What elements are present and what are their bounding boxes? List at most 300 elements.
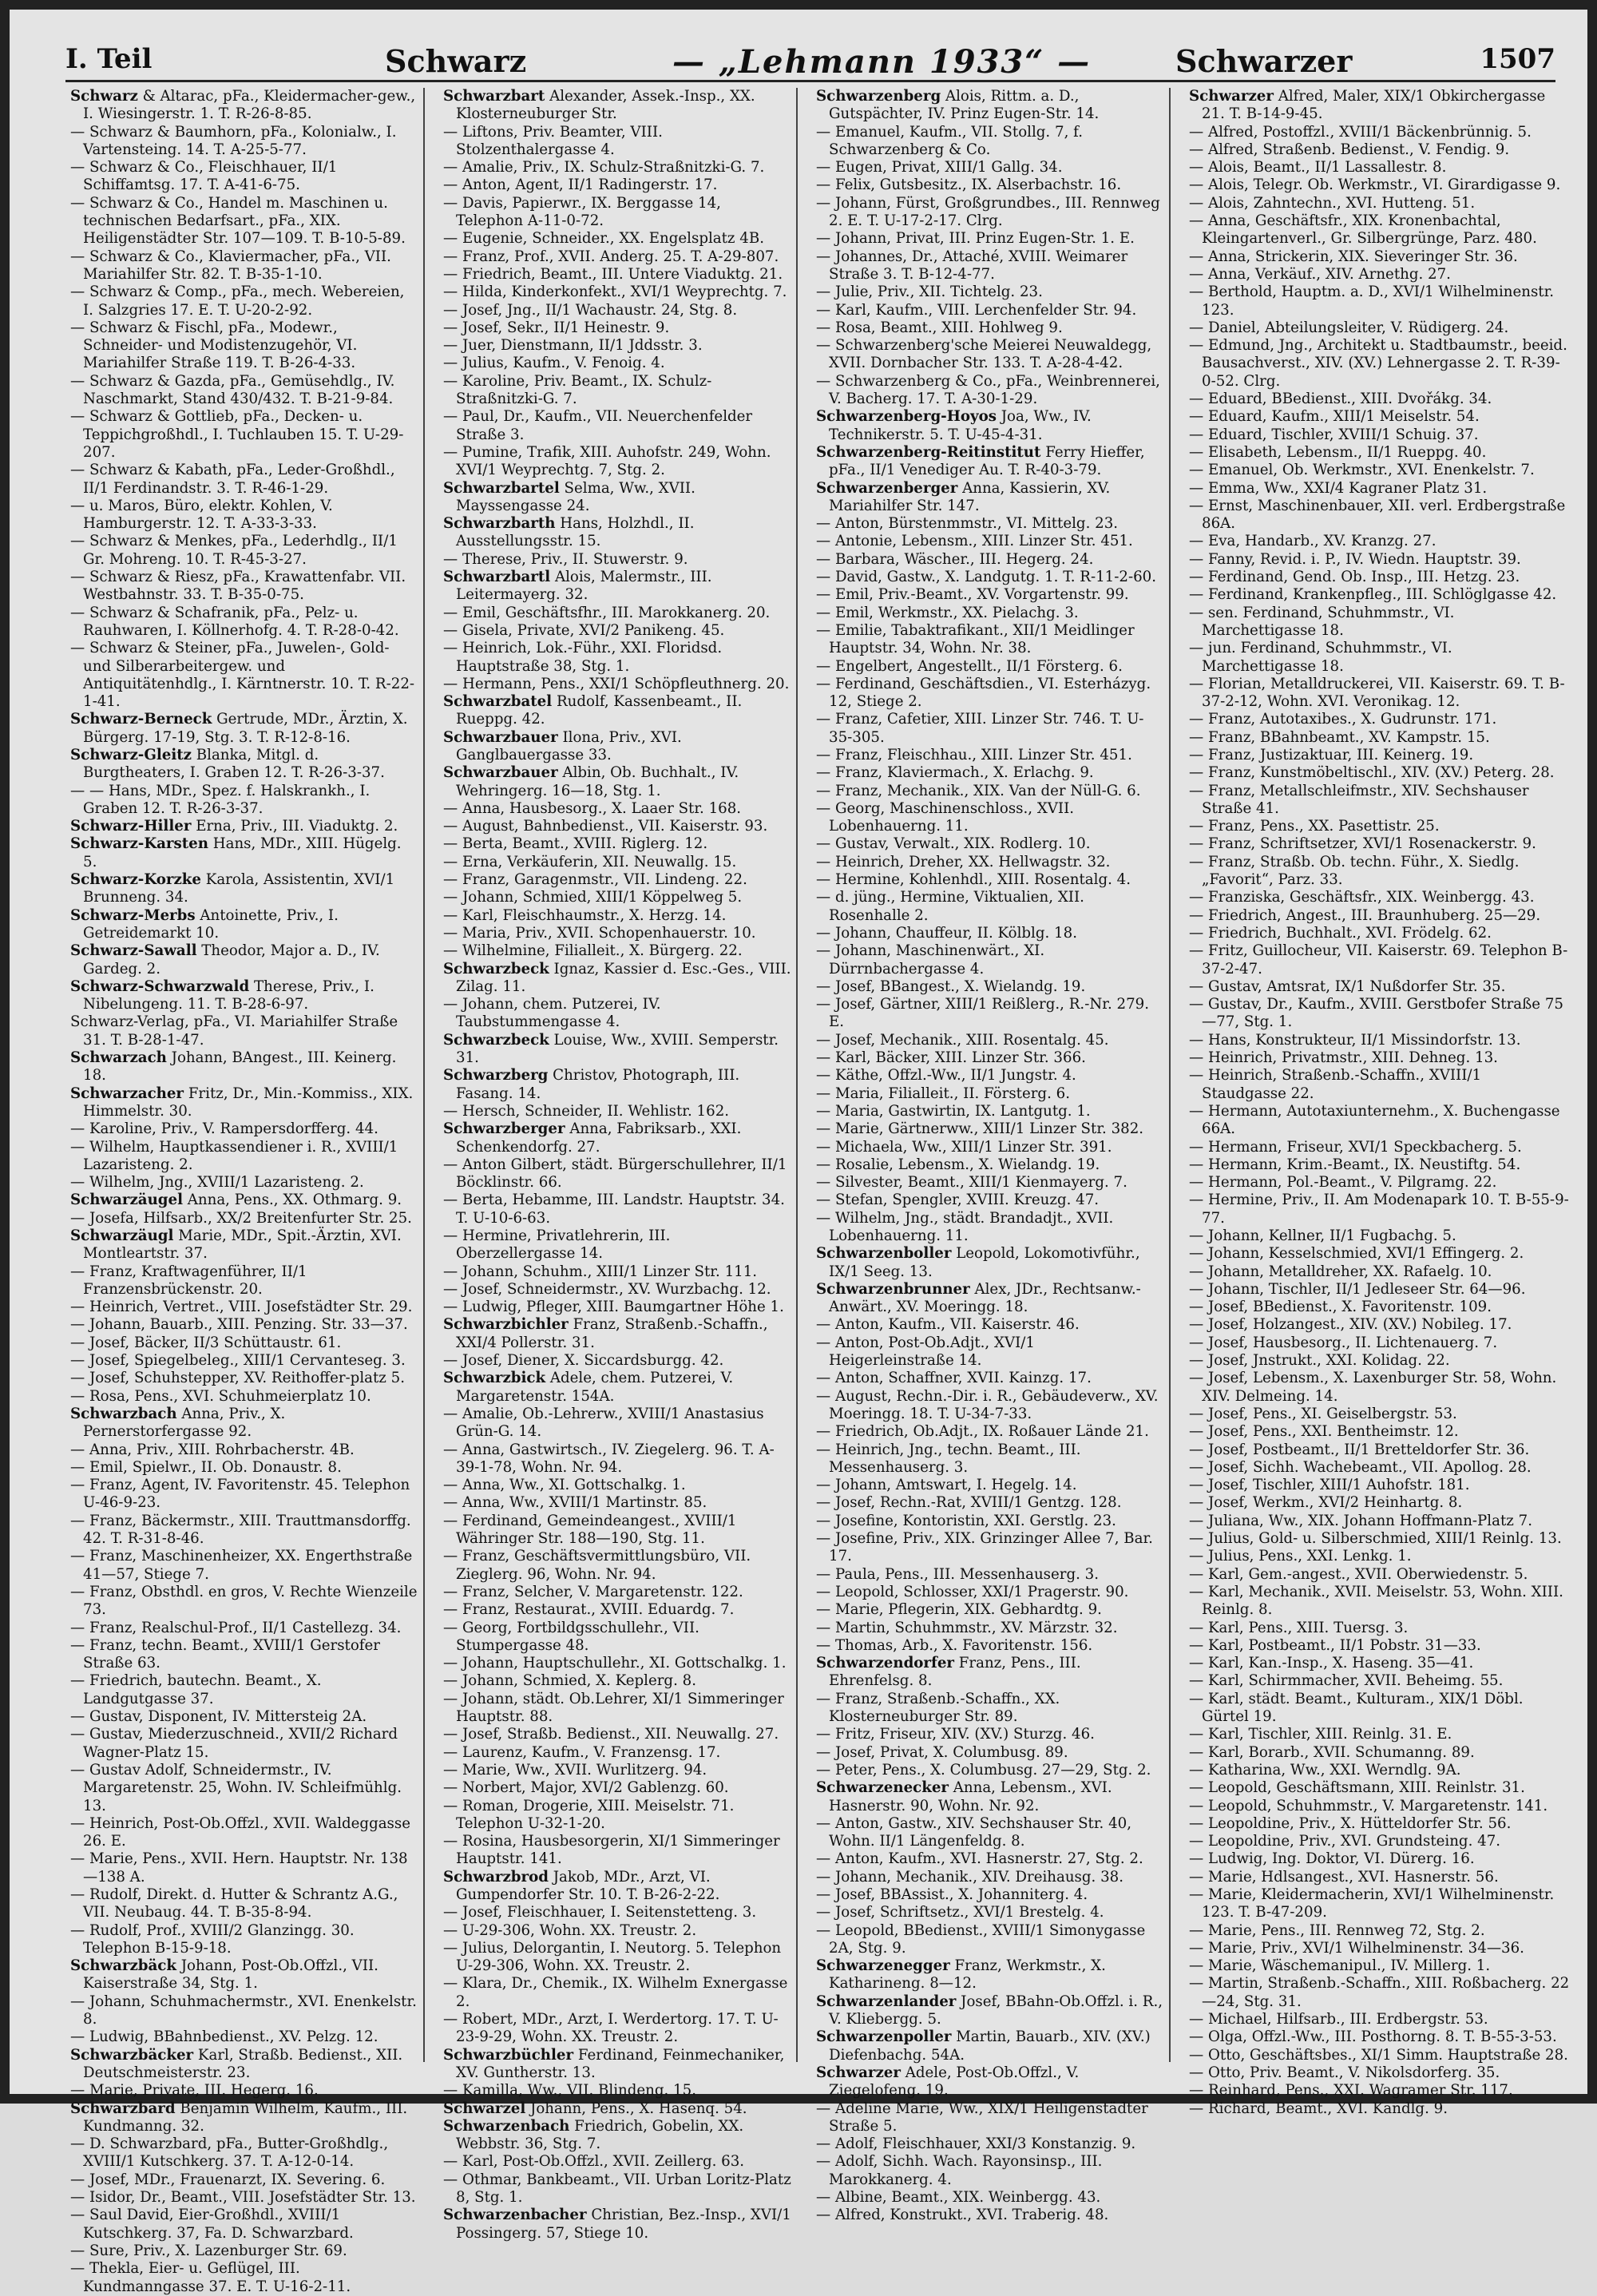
directory-entry: — Kamilla, Ww., VII. Blindeng. 15. xyxy=(443,2082,696,2100)
directory-entry: — Franz, Restaurat., XVIII. Eduardg. 7. xyxy=(443,1601,735,1619)
directory-entry: — Robert, MDr., Arzt, I. Werdertorg. 17. T. U-23-9-29, Wohn. XX. Treustr. 2. xyxy=(443,2011,779,2046)
directory-entry: — Schwarz & Fischl, pFa., Modewr., Schneider- und Modistenzugehör, VI. Mariahilfer Straße 119. T. B-26-4-33. xyxy=(70,319,358,372)
directory-entry: Schwarzel Johann, Pens., X. Hasenq. 54. xyxy=(443,2100,747,2117)
directory-entry: — — Hans, MDr., Spez. f. Halskrankh., I. Graben 12. T. R-26-3-37. xyxy=(70,782,371,817)
directory-entry: — Otto, Priv. Beamt., V. Nikolsdorferg. 35. xyxy=(1189,2064,1500,2081)
directory-entry: — Anton, Post-Ob.Adjt., XVI/1 Heigerleinstraße 14. xyxy=(816,1334,1035,1370)
directory-entry: — Franz, Agent, IV. Favoritenstr. 45. Telephon U-46-9-23. xyxy=(70,1477,410,1512)
directory-entry: — Hermine, Kohlenhdl., XIII. Rosentalg. 4. xyxy=(816,871,1131,889)
directory-entry: Schwarz-Merbs Antoinette, Priv., I. Getreidemarkt 10. xyxy=(70,906,339,942)
directory-entry: — Stefan, Spengler, XVIII. Kreuzg. 47. xyxy=(816,1192,1100,1209)
directory-entry: — Alois, Zahntechn., XVI. Hutteng. 51. xyxy=(1189,194,1476,212)
directory-entry: — August, Bahnbedienst., VII. Kaiserstr. 93. xyxy=(443,818,768,835)
directory-entry: — Johann, Maschinenwärt., XI. Dürrnbachergasse 4. xyxy=(816,942,1045,977)
directory-entry: — Isidor, Dr., Beamt., VIII. Josefstädter Str. 13. xyxy=(70,2189,416,2207)
directory-entry: — Julius, Pens., XXI. Lenkg. 1. xyxy=(1189,1548,1412,1565)
directory-entry: — Johann, Fürst, Großgrundbes., III. Rennweg 2. E. T. U-17-2-17. Clrg. xyxy=(816,194,1160,230)
directory-entry: — Schwarz & Co., Handel m. Maschinen u. technischen Bedarfsart., pFa., XIX. Heiligenstädter Str. 107—109. T. B-10-5-89. xyxy=(70,194,406,248)
directory-entry: — Wilhelm, Hauptkassendiener i. R., XVIII/1 Lazaristeng. 2. xyxy=(70,1138,398,1173)
directory-entry: — Juer, Dienstmann, II/1 Jddsstr. 3. xyxy=(443,337,703,355)
directory-entry: — Anton, Agent, II/1 Radingerstr. 17. xyxy=(443,176,718,194)
directory-entry: Schwarzenbrunner Alex, JDr., Rechtsanw.-Anwärt., XV. Moeringg. 18. xyxy=(816,1280,1141,1316)
directory-entry: Schwarzbauer Albin, Ob. Buchhalt., IV. Wehringerg. 16—18, Stg. 1. xyxy=(443,764,739,799)
directory-entry: — Franz, techn. Beamt., XVIII/1 Gerstofer Straße 63. xyxy=(70,1636,380,1672)
directory-entry: Schwarzenberg Alois, Rittm. a. D., Gutspächter, IV. Prinz Eugen-Str. 14. xyxy=(816,88,1100,123)
directory-entry: — Friedrich, Ob.Adjt., IX. Roßauer Lände 21. xyxy=(816,1423,1149,1441)
directory-entry: — D. Schwarzbard, pFa., Butter-Großhdlg., XVIII/1 Kutschkerg. 37. T. A-12-0-14. xyxy=(70,2135,389,2171)
directory-entry: — Hilda, Kinderkonfekt., XVI/1 Weyprechtg. 7. xyxy=(443,284,787,301)
directory-entry: — Liftons, Priv. Beamter, VIII. Stolzenthalergasse 4. xyxy=(443,123,663,158)
directory-entry: — Julius, Delorgantin, I. Neutorg. 5. Telephon U-29-306, Wohn. XX. Treustr. 2. xyxy=(443,1939,782,1975)
directory-title: — „Lehmann 1933“ — xyxy=(672,43,1092,81)
directory-entry: Schwarzbach Anna, Priv., X. Pernerstorfergasse 92. xyxy=(70,1405,286,1441)
directory-entry: — Anton, Schaffner, XVII. Kainzg. 17. xyxy=(816,1370,1092,1387)
directory-entry: — Franz, Mechanik., XIX. Van der Nüll-G. 6. xyxy=(816,782,1141,799)
directory-entry: — Johann, Mechanik., XIV. Dreihausg. 38. xyxy=(816,1868,1124,1886)
directory-entry: — Marie, Hdlsangest., XVI. Hasnerstr. 56. xyxy=(1189,1868,1499,1886)
directory-entry: — Johann, Metalldreher, XX. Rafaelg. 10. xyxy=(1189,1263,1492,1280)
directory-entry: — Schwarz & Gazda, pFa., Gemüsehdlg., IV. Naschmarkt, Stand 430/432. T. B-21-9-84. xyxy=(70,372,395,408)
directory-entry: — Josef, Privat, X. Columbusg. 89. xyxy=(816,1743,1068,1761)
directory-entry: — Fritz, Guillocheur, VII. Kaiserstr. 69. Telephon B-37-2-47. xyxy=(1189,942,1568,977)
directory-entry: Schwarz-Hiller Erna, Priv., III. Viaduktg. 2. xyxy=(70,818,398,835)
directory-entry: — Saul David, Eier-Großhdl., XVIII/1 Kutschkerg. 37, Fa. D. Schwarzbard. xyxy=(70,2207,354,2242)
directory-entry: — Maria, Gastwirtin, IX. Lantgutg. 1. xyxy=(816,1102,1091,1120)
directory-entry: Schwarzberger Anna, Fabriksarb., XXI. Schenkendorfg. 27. xyxy=(443,1120,742,1156)
directory-entry: — Josef, Rechn.-Rat, XVIII/1 Gentzg. 128. xyxy=(816,1494,1122,1512)
directory-entry: — Johann, Tischler, II/1 Jedleseer Str. 64—96. xyxy=(1189,1280,1526,1298)
directory-entry: — Albine, Beamt., XIX. Weinbergg. 43. xyxy=(816,2189,1101,2207)
directory-entry: — Schwarz & Menkes, pFa., Lederhdlg., II/1 Gr. Mohreng. 10. T. R-45-3-27. xyxy=(70,533,398,568)
directory-entry: — Johann, Privat, III. Prinz Eugen-Str. 1. E. xyxy=(816,230,1135,248)
directory-entry: — Leopold, Geschäftsmann, XIII. Reinlstr. 31. xyxy=(1189,1779,1525,1797)
directory-entry: — Eugenie, Schneider., XX. Engelsplatz 4B. xyxy=(443,230,765,248)
directory-entry: — Roman, Drogerie, XIII. Meiselstr. 71. Telephon U-32-1-20. xyxy=(443,1797,735,1832)
directory-entry: Schwarzenberg-Hoyos Joa, Ww., IV. Technikerstr. 5. T. U-45-4-31. xyxy=(816,408,1092,443)
directory-entry: Schwarzbard Benjamin Wilhelm, Kaufm., III. Kundmanng. 32. xyxy=(70,2100,408,2135)
directory-entry: — Josef, MDr., Frauenarzt, IX. Severing. 6. xyxy=(70,2171,386,2188)
directory-entry: — Gustav Adolf, Schneidermstr., IV. Margaretenstr. 25, Wohn. IV. Schleifmühlg. 13. xyxy=(70,1761,402,1814)
directory-entry: — Schwarz & Co., Fleischhauer, II/1 Schiffamtsg. 17. T. A-41-6-75. xyxy=(70,159,338,194)
directory-entry: — Schwarz & Riesz, pFa., Krawattenfabr. VII. Westbahnstr. 33. T. B-35-0-75. xyxy=(70,569,406,604)
directory-entry: Schwarzbeck Ignaz, Kassier d. Esc.-Ges., VIII. Zilag. 11. xyxy=(443,960,791,995)
directory-entry: — Hermann, Autotaxiunternehm., X. Buchengasse 66A. xyxy=(1189,1102,1560,1138)
directory-entry: — Othmar, Bankbeamt., VII. Urban Loritz-Platz 8, Stg. 1. xyxy=(443,2171,791,2207)
directory-entry: — Rosina, Hausbesorgerin, XI/1 Simmeringer Hauptstr. 141. xyxy=(443,1833,780,1868)
directory-entry: Schwarzer Alfred, Maler, XIX/1 Obkirchergasse 21. T. B-14-9-45. xyxy=(1189,88,1546,123)
entry-columns xyxy=(65,88,1570,2295)
directory-entry: — Franz, Kunstmöbeltischl., XIV. (XV.) Peterg. 28. xyxy=(1189,764,1555,782)
directory-entry: Schwarzbartel Selma, Ww., XVII. Mayssengasse 24. xyxy=(443,479,695,514)
directory-entry: Schwarzacher Fritz, Dr., Min.-Kommiss., XIX. Himmelstr. 30. xyxy=(70,1085,414,1120)
directory-entry: — Johann, Schuhmachermstr., XVI. Enenkelstr. 8. xyxy=(70,1993,417,2028)
directory-entry: — Hermine, Privatlehrerin, III. Oberzellergasse 14. xyxy=(443,1227,671,1263)
directory-entry: — Alfred, Straßenb. Bedienst., V. Fendig. 9. xyxy=(1189,141,1510,158)
directory-entry: — Rosalie, Lebensm., X. Wielandg. 19. xyxy=(816,1156,1100,1173)
directory-entry: — Schwarzenberg & Co., pFa., Weinbrennerei, V. Bacherg. 17. T. A-30-1-29. xyxy=(816,372,1160,408)
directory-entry: — Friedrich, Beamt., III. Untere Viaduktg. 21. xyxy=(443,265,783,283)
directory-entry: — Karl, Borarb., XVII. Schumanng. 89. xyxy=(1189,1743,1475,1761)
directory-entry: — Adolf, Sichh. Wach. Rayonsinsp., III. Marokkanerg. 4. xyxy=(816,2153,1103,2188)
directory-entry: — Richard, Beamt., XVI. Kandlg. 9. xyxy=(1189,2100,1448,2117)
directory-entry: — Emanuel, Kaufm., VII. Stollg. 7, f. Schwarzenberg & Co. xyxy=(816,123,1083,158)
directory-entry: — Alfred, Postoffzl., XVIII/1 Bäckenbrünnig. 5. xyxy=(1189,123,1532,141)
directory-entry: — Josef, Spiegelbeleg., XIII/1 Cervanteseg. 3. xyxy=(70,1352,406,1370)
directory-entry: — Emil, Spielwr., II. Ob. Donaustr. 8. xyxy=(70,1458,342,1476)
directory-entry: — Julius, Kaufm., V. Fenoig. 4. xyxy=(443,355,665,372)
directory-entry: — Josefa, Hilfsarb., XX/2 Breitenfurter Str. 25. xyxy=(70,1209,412,1227)
directory-entry: Schwarzbauer Ilona, Priv., XVI. Ganglbauergasse 33. xyxy=(443,728,682,763)
directory-entry: — Silvester, Beamt., XIII/1 Kienmayerg. 7. xyxy=(816,1174,1127,1192)
directory-entry: — Franz, Obsthdl. en gros, V. Rechte Wienzeile 73. xyxy=(70,1583,418,1619)
directory-entry: — Karl, Gem.-angest., XVII. Oberwiedenstr. 5. xyxy=(1189,1565,1528,1583)
directory-entry: — Josef, Bäcker, II/3 Schüttaustr. 61. xyxy=(70,1334,342,1351)
directory-entry: — Anna, Priv., XIII. Rohrbacherstr. 4B. xyxy=(70,1441,355,1458)
directory-entry: — Friedrich, Buchhalt., XVI. Frödelg. 62. xyxy=(1189,924,1492,942)
directory-entry: — Julie, Priv., XII. Tichtelg. 23. xyxy=(816,284,1043,301)
directory-entry: — Emilie, Tabaktrafikant., XII/1 Meidlinger Hauptstr. 34, Wohn. Nr. 38. xyxy=(816,621,1135,657)
directory-entry: — Josef, Diener, X. Siccardsburgg. 42. xyxy=(443,1352,724,1370)
directory-entry: — Anna, Geschäftsfr., XIX. Kronenbachtal, Kleingartenverl., Gr. Silbergrünge, Parz. 480. xyxy=(1189,212,1537,248)
directory-entry: — Josef, Lebensm., X. Laxenburger Str. 58, Wohn. XIV. Delmeing. 14. xyxy=(1189,1370,1557,1405)
directory-entry: — Emil, Werkmstr., XX. Pielachg. 3. xyxy=(816,604,1079,621)
directory-entry: — Josef, Jnstrukt., XXI. Kolidag. 22. xyxy=(1189,1352,1450,1370)
directory-entry: — Paul, Dr., Kaufm., VII. Neuerchenfelder Straße 3. xyxy=(443,408,753,443)
directory-entry: — Schwarzenberg'sche Meierei Neuwaldegg, XVII. Dornbacher Str. 133. T. A-28-4-42. xyxy=(816,337,1152,372)
directory-entry: — Josef, Schriftsetz., XVI/1 Brestelg. 4. xyxy=(816,1904,1104,1921)
directory-entry: Schwarzenbacher Christian, Bez.-Insp., XVI/1 Possingerg. 57, Stiege 10. xyxy=(443,2207,791,2242)
directory-entry: — sen. Ferdinand, Schuhmmstr., VI. Marchettigasse 18. xyxy=(1189,604,1455,639)
directory-entry: Schwarzberg Christov, Photograph, III. Fasang. 14. xyxy=(443,1067,740,1102)
directory-entry: — Anna, Strickerin, XIX. Sieveringer Str. 36. xyxy=(1189,248,1518,265)
directory-entry: Schwarzäugel Anna, Pens., XX. Othmarg. 9. xyxy=(70,1192,402,1209)
directory-entry: — Ludwig, Pfleger, XIII. Baumgartner Höhe 1. xyxy=(443,1299,784,1316)
directory-entry: — Ludwig, Ing. Doktor, VI. Dürerg. 16. xyxy=(1189,1850,1475,1868)
directory-entry: — Wilhelm, Jng., städt. Brandadjt., XVII. Lobenhauerng. 11. xyxy=(816,1209,1114,1244)
directory-entry: — Daniel, Abteilungsleiter, V. Rüdigerg. 24. xyxy=(1189,319,1509,336)
directory-entry: — Josef, Tischler, XIII/1 Auhofstr. 181. xyxy=(1189,1477,1470,1494)
directory-entry: — Anton Gilbert, städt. Bürgerschullehrer, II/1 Böcklinstr. 66. xyxy=(443,1156,787,1192)
column-2 xyxy=(438,88,798,2242)
directory-entry: — Franz, Straßenb.-Schaffn., XX. Klosterneuburger Str. 89. xyxy=(816,1690,1060,1726)
directory-entry: — Leopold, BBedienst., XVIII/1 Simonygasse 2A, Stg. 9. xyxy=(816,1921,1146,1957)
directory-entry: — Josef, Schuhstepper, XV. Reithoffer-platz 5. xyxy=(70,1370,406,1387)
directory-entry: — Josef, Jng., II/1 Wachaustr. 24, Stg. 8. xyxy=(443,301,738,319)
directory-entry: — Johann, Schmied, XIII/1 Köppelweg 5. xyxy=(443,889,743,906)
directory-entry: — Johann, Hauptschullehr., XI. Gottschalkg. 1. xyxy=(443,1655,787,1672)
directory-entry: Schwarzenberger Anna, Kassierin, XV. Mariahilfer Str. 147. xyxy=(816,479,1111,514)
directory-entry: — Otto, Geschäftsbes., XI/1 Simm. Hauptstraße 28. xyxy=(1189,2046,1568,2064)
column-1 xyxy=(65,88,425,2295)
directory-entry: — Franz, Selcher, V. Margaretenstr. 122. xyxy=(443,1583,743,1600)
directory-entry: Schwarzach Johann, BAngest., III. Keinerg. 18. xyxy=(70,1049,397,1085)
directory-entry: — Gustav, Dr., Kaufm., XVIII. Gerstbofer Straße 75—77, Stg. 1. xyxy=(1189,996,1563,1031)
directory-entry: — Franz, Justizaktuar, III. Keinerg. 19. xyxy=(1189,746,1474,763)
directory-entry: — Franz, Geschäftsvermittlungsbüro, VII. Zieglerg. 96, Wohn. Nr. 94. xyxy=(443,1548,751,1583)
directory-entry: Schwarz-Schwarzwald Therese, Priv., I. Nibelungeng. 11. T. B-28-6-97. xyxy=(70,977,374,1013)
directory-entry: — Karl, Post-Ob.Offzl., XVII. Zeillerg. 63. xyxy=(443,2153,745,2171)
directory-entry: — Josef, BBedienst., X. Favoritenstr. 109. xyxy=(1189,1299,1492,1316)
directory-entry: — Johann, Schmied, X. Keplerg. 8. xyxy=(443,1672,696,1690)
directory-entry: — Marie, Pflegerin, XIX. Gebhardtg. 9. xyxy=(816,1601,1102,1619)
directory-entry: — Marie, Pens., III. Rennweg 72, Stg. 2. xyxy=(1189,1921,1485,1939)
directory-entry: — Gustav, Disponent, IV. Mittersteig 2A. xyxy=(70,1708,367,1726)
directory-entry: — Franz, Schriftsetzer, XVI/1 Rosenackerstr. 9. xyxy=(1189,835,1536,853)
directory-entry: — Therese, Priv., II. Stuwerstr. 9. xyxy=(443,550,688,568)
directory-entry: — Franz, Bäckermstr., XIII. Trauttmansdorffg. 42. T. R-31-8-46. xyxy=(70,1512,411,1548)
directory-entry: — Rudolf, Direkt. d. Hutter & Schrantz A.G., VII. Neubaug. 44. T. B-35-8-94. xyxy=(70,1886,398,1921)
directory-entry: — Alois, Beamt., II/1 Lassallestr. 8. xyxy=(1189,159,1447,176)
directory-entry: — Franz, Maschinenheizer, XX. Engerthstraße 41—57, Stiege 7. xyxy=(70,1548,413,1583)
directory-entry: — Norbert, Major, XVI/2 Gablenzg. 60. xyxy=(443,1779,729,1797)
directory-entry: — Hersch, Schneider, II. Wehlistr. 162. xyxy=(443,1102,730,1120)
directory-entry: Schwarz-Berneck Gertrude, MDr., Ärztin, X. Bürgerg. 17-19, Stg. 3. T. R-12-8-16. xyxy=(70,711,408,746)
directory-entry: — Josef, BBAssist., X. Johanniterg. 4. xyxy=(816,1886,1088,1903)
directory-entry: — Josef, Pens., XXI. Bentheimstr. 12. xyxy=(1189,1423,1459,1441)
directory-entry: — Fritz, Friseur, XIV. (XV.) Sturzg. 46. xyxy=(816,1726,1095,1743)
directory-entry: — Karoline, Priv., V. Rampersdorfferg. 44. xyxy=(70,1120,378,1138)
directory-entry: — Pumine, Trafik, XIII. Auhofstr. 249, Wohn. XVI/1 Weyprechtg. 7, Stg. 2. xyxy=(443,443,771,479)
directory-entry: — Heinrich, Jng., techn. Beamt., III. Messenhauserg. 3. xyxy=(816,1441,1081,1476)
directory-entry: — Hermann, Friseur, XVI/1 Speckbacherg. 5. xyxy=(1189,1138,1522,1156)
directory-entry: — U-29-306, Wohn. XX. Treustr. 2. xyxy=(443,1921,697,1939)
directory-entry: — Johannes, Dr., Attaché, XVIII. Weimarer Straße 3. T. B-12-4-77. xyxy=(816,248,1128,283)
directory-entry: — Reinhard, Pens., XXI. Wagramer Str. 117. xyxy=(1189,2082,1513,2100)
directory-entry: — Franz, Garagenmstr., VII. Lindeng. 22. xyxy=(443,871,747,889)
directory-entry: — Franz, Fleischhau., XIII. Linzer Str. 451. xyxy=(816,746,1132,763)
directory-entry: Schwarzenecker Anna, Lebensm., XVI. Hasnerstr. 90, Wohn. Nr. 92. xyxy=(816,1779,1112,1814)
directory-entry: — Amalie, Priv., IX. Schulz-Straßnitzki-G. 7. xyxy=(443,159,765,176)
directory-entry: — Josef, Sekr., II/1 Heinestr. 9. xyxy=(443,319,670,336)
directory-entry: — Elisabeth, Lebensm., II/1 Rueppg. 40. xyxy=(1189,443,1487,461)
directory-entry: — Josef, Werkm., XVI/2 Heinhartg. 8. xyxy=(1189,1494,1463,1512)
directory-entry: — Marie, Pens., XVII. Hern. Hauptstr. Nr. 138—138 A. xyxy=(70,1850,408,1886)
directory-entry: Schwarzbrod Jakob, MDr., Arzt, VI. Gumpendorfer Str. 10. T. B-26-2-22. xyxy=(443,1868,720,1903)
directory-entry: — Josef, Fleischhauer, I. Seitenstetteng. 3. xyxy=(443,1904,757,1921)
directory-entry: — Franz, Pens., XX. Pasettistr. 25. xyxy=(1189,818,1440,835)
directory-entry: — Amalie, Ob.-Lehrerw., XVIII/1 Anastasius Grün-G. 14. xyxy=(443,1405,764,1441)
directory-entry: — Antonie, Lebensm., XIII. Linzer Str. 451. xyxy=(816,533,1133,550)
directory-entry: — Franz, Autotaxibes., X. Gudrunstr. 171. xyxy=(1189,711,1497,728)
directory-entry: — Johann, Chauffeur, II. Kölblg. 18. xyxy=(816,924,1077,942)
directory-entry: Schwarzbartl Alois, Malermstr., III. Leitermayerg. 32. xyxy=(443,569,712,604)
directory-entry: — Ferdinand, Gend. Ob. Insp., III. Hetzg. 23. xyxy=(1189,569,1520,586)
directory-entry: — Marie, Kleidermacherin, XVI/1 Wilhelminenstr. 123. T. B-47-209. xyxy=(1189,1886,1555,1921)
directory-entry: — Josef, Pens., XI. Geiselbergstr. 53. xyxy=(1189,1405,1457,1422)
directory-entry: — Schwarz & Comp., pFa., mech. Webereien, I. Salzgries 17. E. T. U-20-2-92. xyxy=(70,284,405,319)
directory-entry: Schwarzbeck Louise, Ww., XVIII. Semperstr. 31. xyxy=(443,1031,779,1067)
directory-entry: — Josefine, Kontoristin, XXI. Gerstlg. 23. xyxy=(816,1512,1116,1529)
directory-entry: — Martin, Schuhmmstr., XV. Märzstr. 32. xyxy=(816,1619,1118,1636)
directory-entry: — Anton, Bürstenmmstr., VI. Mittelg. 23. xyxy=(816,515,1119,533)
directory-entry: Schwarzenboller Leopold, Lokomotivführ., IX/1 Seeg. 13. xyxy=(816,1245,1140,1280)
directory-entry: — Katharina, Ww., XXI. Werndlg. 9A. xyxy=(1189,1761,1461,1779)
directory-entry: Schwarzbatel Rudolf, Kassenbeamt., II. Rueppg. 42. xyxy=(443,693,743,728)
directory-entry: — Anton, Kaufm., VII. Kaiserstr. 46. xyxy=(816,1316,1080,1334)
directory-entry: — Emanuel, Ob. Werkmstr., XVI. Enenkelstr. 7. xyxy=(1189,462,1535,479)
directory-entry: — Wilhelmine, Filialleit., X. Bürgerg. 22. xyxy=(443,942,743,960)
directory-entry: — Erna, Verkäuferin, XII. Neuwallg. 15. xyxy=(443,853,737,870)
directory-entry: Schwarzbart Alexander, Assek.-Insp., XX. Klosterneuburger Str. xyxy=(443,88,755,123)
directory-entry: — Alois, Telegr. Ob. Werkmstr., VI. Girardigasse 9. xyxy=(1189,176,1561,194)
directory-entry: — Anna, Ww., XVIII/1 Martinstr. 85. xyxy=(443,1494,707,1512)
directory-entry: — Paula, Pens., III. Messenhauserg. 3. xyxy=(816,1565,1100,1583)
directory-entry: — Anna, Ww., XI. Gottschalkg. 1. xyxy=(443,1477,686,1494)
directory-entry: — Karl, Schirmmacher, XVII. Beheimg. 55. xyxy=(1189,1672,1504,1690)
directory-entry: — Schwarz & Baumhorn, pFa., Kolonialw., I. Vartensteing. 14. T. A-25-5-77. xyxy=(70,123,397,158)
directory-entry: — d. jüng., Hermine, Viktualien, XII. Rosenhalle 2. xyxy=(816,889,1084,924)
directory-entry: — Heinrich, Privatmstr., XIII. Dehneg. 13. xyxy=(1189,1049,1498,1067)
directory-entry: Schwarz-Gleitz Blanka, Mitgl. d. Burgtheaters, I. Graben 12. T. R-26-3-37. xyxy=(70,746,385,782)
directory-entry: — Gustav, Miederzuschneid., XVII/2 Richard Wagner-Platz 15. xyxy=(70,1726,398,1761)
directory-entry: — Josef, Gärtner, XIII/1 Reißlerg., R.-Nr. 279. E. xyxy=(816,996,1150,1031)
directory-entry: Schwarzenbach Friedrich, Gobelin, XX. Webbstr. 36, Stg. 7. xyxy=(443,2117,744,2153)
directory-entry: — Michael, Hilfsarb., III. Erdbergstr. 53. xyxy=(1189,2011,1488,2028)
directory-entry: — Johann, Kellner, II/1 Fugbachg. 5. xyxy=(1189,1227,1456,1244)
directory-entry: — Hermann, Pol.-Beamt., V. Pilgramg. 22. xyxy=(1189,1174,1497,1192)
directory-entry: — Olga, Offzl.-Ww., III. Posthorng. 8. T. B-55-3-53. xyxy=(1189,2028,1557,2046)
directory-entry: — Emil, Geschäftsfhr., III. Marokkanerg. 20. xyxy=(443,604,771,621)
directory-entry: Schwarzbichler Franz, Straßenb.-Schaffn., XXI/4 Pollerstr. 31. xyxy=(443,1316,768,1351)
directory-entry: — Hermann, Pens., XXI/1 Schöpfleuthnerg. 20. xyxy=(443,675,790,692)
column-3 xyxy=(811,88,1171,2224)
directory-entry: — Karl, Postbeamt., II/1 Pobstr. 31—33. xyxy=(1189,1636,1481,1654)
page-number: 1507 xyxy=(1480,43,1555,75)
directory-entry: — Johann, Kesselschmied, XVI/1 Effingerg. 2. xyxy=(1189,1245,1524,1263)
directory-entry: — Rosa, Pens., XVI. Schuhmeierplatz 10. xyxy=(70,1387,371,1405)
directory-entry: Schwarz-Verlag, pFa., VI. Mariahilfer Straße 31. T. B-28-1-47. xyxy=(70,1013,398,1049)
directory-entry: — Friedrich, Angest., III. Braunhuberg. 25—29. xyxy=(1189,906,1541,924)
directory-entry: Schwarzenberg-Reitinstitut Ferry Hieffer, pFa., II/1 Venediger Au. T. R-40-3-79. xyxy=(816,443,1145,479)
directory-entry: — Juliana, Ww., XIX. Johann Hoffmann-Platz 7. xyxy=(1189,1512,1532,1529)
directory-entry: — August, Rechn.-Dir. i. R., Gebäudeverw., XV. Moeringg. 18. T. U-34-7-33. xyxy=(816,1387,1159,1422)
directory-entry: — Hans, Konstrukteur, II/1 Missindorfstr. 13. xyxy=(1189,1031,1521,1049)
directory-entry: — Heinrich, Post-Ob.Offzl., XVII. Waldeggasse 26. E. xyxy=(70,1814,410,1850)
directory-entry: — Schwarz & Gottlieb, pFa., Decken- u. Teppichgroßhdl., I. Tuchlauben 15. T. U-29-207. xyxy=(70,408,404,461)
directory-entry: — Ernst, Maschinenbauer, XII. verl. Erdbergstraße 86A. xyxy=(1189,497,1566,533)
directory-entry: — Marie, Priv., XVI/1 Wilhelminenstr. 34—36. xyxy=(1189,1939,1524,1957)
directory-entry: — Adeline Marie, Ww., XIX/1 Heiligenstädter Straße 5. xyxy=(816,2100,1148,2135)
part-label: I. Teil xyxy=(65,43,153,75)
directory-entry: — Maria, Priv., XVII. Schopenhauerstr. 10. xyxy=(443,924,756,942)
directory-entry: — u. Maros, Büro, elektr. Kohlen, V. Hamburgerstr. 12. T. A-33-3-33. xyxy=(70,497,333,533)
directory-entry: — Käthe, Offzl.-Ww., II/1 Jungstr. 4. xyxy=(816,1067,1076,1085)
directory-entry: Schwarzer Adele, Post-Ob.Offzl., V. Ziegelofeng. 19. xyxy=(816,2064,1080,2100)
directory-entry: — Laurenz, Kaufm., V. Franzensg. 17. xyxy=(443,1743,721,1761)
directory-entry: — Franz, BBahnbeamt., XV. Kampstr. 15. xyxy=(1189,728,1490,746)
directory-entry: — Gisela, Private, XVI/2 Panikeng. 45. xyxy=(443,621,725,639)
directory-entry: — Ludwig, BBahnbedienst., XV. Pelzg. 12. xyxy=(70,2028,378,2046)
directory-entry: — Edmund, Jng., Architekt u. Stadtbaumstr., beeid. Bausachverst., XIV. (XV.) Lehnergasse 2. T. R-39-0-52. Clrg. xyxy=(1189,337,1567,390)
directory-entry: — Georg, Fortbildgsschullehr., VII. Stumpergasse 48. xyxy=(443,1619,699,1654)
directory-entry: — Anton, Kaufm., XVI. Hasnerstr. 27, Stg. 2. xyxy=(816,1850,1143,1868)
directory-entry: — Marie, Ww., XVII. Wurlitzerg. 94. xyxy=(443,1761,707,1779)
directory-entry: — Johann, chem. Putzerei, IV. Taubstummengasse 4. xyxy=(443,996,661,1031)
directory-entry: — Berta, Beamt., XVIII. Riglerg. 12. xyxy=(443,835,708,853)
directory-entry: — Franz, Realschul-Prof., II/1 Castellezg. 34. xyxy=(70,1619,402,1636)
page-header xyxy=(65,40,1555,82)
directory-entry: — Johann, Bauarb., XIII. Penzing. Str. 33—37. xyxy=(70,1316,408,1334)
directory-entry: — Josef, Straßb. Bedienst., XII. Neuwallg. 27. xyxy=(443,1726,779,1743)
directory-entry: — Marie, Private, III. Hegerg. 16. xyxy=(70,2082,319,2100)
directory-entry: — Karoline, Priv. Beamt., IX. Schulz-Straßnitzki-G. 7. xyxy=(443,372,712,408)
directory-entry: — Florian, Metalldruckerei, VII. Kaiserstr. 69. T. B-37-2-12, Wohn. XVI. Veronikag. 12. xyxy=(1189,675,1565,711)
directory-entry: — Karl, Pens., XIII. Tuersg. 3. xyxy=(1189,1619,1409,1636)
directory-entry: Schwarz-Karsten Hans, MDr., XIII. Hügelg. 5. xyxy=(70,835,402,870)
directory-entry: — Karl, Kaufm., VIII. Lerchenfelder Str. 94. xyxy=(816,301,1137,319)
directory-entry: — jun. Ferdinand, Schuhmmstr., VI. Marchettigasse 18. xyxy=(1189,640,1452,675)
column-4 xyxy=(1184,88,1575,2117)
directory-entry: — Anna, Gastwirtsch., IV. Ziegelerg. 96. T. A-39-1-78, Wohn. Nr. 94. xyxy=(443,1441,775,1476)
directory-entry: — Davis, Papierwr., IX. Berggasse 14, Telephon A-11-0-72. xyxy=(443,194,721,230)
directory-entry: Schwarzenpoller Martin, Bauarb., XIV. (XV.) Diefenbachg. 54A. xyxy=(816,2028,1151,2064)
directory-entry: — Gustav, Amtsrat, IX/1 Nußdorfer Str. 35. xyxy=(1189,977,1506,995)
right-guide-word: Schwarzer xyxy=(1175,43,1353,79)
directory-entry: Schwarzenlander Josef, BBahn-Ob.Offzl. i. R., V. Kliebergg. 5. xyxy=(816,1993,1163,2028)
directory-entry: — Marie, Wäschemanipul., IV. Millerg. 1. xyxy=(1189,1957,1491,1975)
directory-entry: Schwarz & Altarac, pFa., Kleidermacher-gew., I. Wiesingerstr. 1. T. R-26-8-85. xyxy=(70,88,416,123)
directory-entry: — Berthold, Hauptm. a. D., XVI/1 Wilhelminenstr. 123. xyxy=(1189,284,1555,319)
directory-entry: — Franz, Cafetier, XIII. Linzer Str. 746. T. U-35-305. xyxy=(816,711,1144,746)
directory-entry: — Hermine, Priv., II. Am Modenapark 10. T. B-55-9-77. xyxy=(1189,1192,1569,1227)
directory-entry: — Thomas, Arb., X. Favoritenstr. 156. xyxy=(816,1636,1093,1654)
directory-entry: — Karl, städt. Beamt., Kulturam., XIX/1 Döbl. Gürtel 19. xyxy=(1189,1690,1524,1726)
directory-entry: — Karl, Mechanik., XVII. Meiselstr. 53, Wohn. XIII. Reinlg. 8. xyxy=(1189,1583,1563,1619)
directory-entry: — Rudolf, Prof., XVIII/2 Glanzingg. 30. Telephon B-15-9-18. xyxy=(70,1921,355,1957)
directory-entry: — Wilhelm, Jng., XVIII/1 Lazaristeng. 2. xyxy=(70,1174,364,1192)
directory-entry: — Eduard, BBedienst., XIII. Dvořákg. 34. xyxy=(1189,391,1492,408)
directory-entry: Schwarzbarth Hans, Holzhdl., II. Ausstellungsstr. 15. xyxy=(443,515,695,550)
directory-entry: — Anna, Verkäuf., XIV. Arnethg. 27. xyxy=(1189,265,1451,283)
directory-entry: — Schwarz & Schafranik, pFa., Pelz- u. Rauhwaren, I. Köllnerhofg. 4. T. R-28-0-42. xyxy=(70,604,399,639)
directory-entry: — Josef, BBangest., X. Wielandg. 19. xyxy=(816,977,1086,995)
directory-entry: — Karl, Tischler, XIII. Reinlg. 31. E. xyxy=(1189,1726,1452,1743)
directory-entry: Schwarzbick Adele, chem. Putzerei, V. Margaretenstr. 154A. xyxy=(443,1370,734,1405)
directory-entry: — Eduard, Kaufm., XIII/1 Meiselstr. 54. xyxy=(1189,408,1480,426)
directory-entry: — Leopoldine, Priv., X. Hütteldorfer Str. 56. xyxy=(1189,1814,1512,1832)
directory-entry: — Ferdinand, Krankenpfleg., III. Schlöglgasse 42. xyxy=(1189,586,1557,604)
directory-entry: Schwarzenegger Franz, Werkmstr., X. Katharineng. 8—12. xyxy=(816,1957,1106,1993)
directory-entry: — Karl, Bäcker, XIII. Linzer Str. 366. xyxy=(816,1049,1086,1067)
directory-entry: — Leopold, Schlosser, XXI/1 Pragerstr. 90. xyxy=(816,1583,1129,1600)
directory-entry: — Franz, Kraftwagenführer, II/1 Franzensbrückenstr. 20. xyxy=(70,1263,307,1298)
directory-entry: — Maria, Filialleit., II. Försterg. 6. xyxy=(816,1085,1070,1102)
directory-entry: — Klara, Dr., Chemik., IX. Wilhelm Exnergasse 2. xyxy=(443,1975,788,2010)
directory-entry: — Josef, Sichh. Wachebeamt., VII. Apollog. 28. xyxy=(1189,1458,1532,1476)
directory-entry: Schwarzendorfer Franz, Pens., III. Ehrenfelsg. 8. xyxy=(816,1655,1081,1690)
directory-entry: — Marie, Gärtnerww., XIII/1 Linzer Str. 382. xyxy=(816,1120,1144,1138)
directory-entry: — Berta, Hebamme, III. Landstr. Hauptstr. 34. T. U-10-6-63. xyxy=(443,1192,785,1227)
directory-entry: — Karl, Kan.-Insp., X. Haseng. 35—41. xyxy=(1189,1655,1474,1672)
directory-entry: Schwarzäugl Marie, MDr., Spit.-Ärztin, XVI. Montleartstr. 37. xyxy=(70,1227,402,1263)
directory-entry: — Josef, Holzangest., XIV. (XV.) Nobileg. 17. xyxy=(1189,1316,1512,1334)
directory-entry: Schwarz-Sawall Theodor, Major a. D., IV. Gardeg. 2. xyxy=(70,942,380,977)
directory-entry: — Gustav, Verwalt., XIX. Rodlerg. 10. xyxy=(816,835,1091,853)
directory-entry: — Franziska, Geschäftsfr., XIX. Weinbergg. 43. xyxy=(1189,889,1535,906)
directory-entry: — Adolf, Fleischhauer, XXI/3 Konstanzig. 9. xyxy=(816,2135,1136,2153)
directory-entry: Schwarzbäcker Karl, Straßb. Bedienst., XII. Deutschmeisterstr. 23. xyxy=(70,2046,403,2081)
directory-entry: — Johann, Schuhm., XIII/1 Linzer Str. 111. xyxy=(443,1263,758,1280)
directory-entry: — Alfred, Konstrukt., XVI. Traberig. 48. xyxy=(816,2207,1109,2224)
directory-entry: — Hermann, Krim.-Beamt., IX. Neustiftg. 54. xyxy=(1189,1156,1521,1173)
directory-entry: — Schwarz & Kabath, pFa., Leder-Großhdl., II/1 Ferdinandstr. 3. T. R-46-1-29. xyxy=(70,462,395,497)
directory-entry: — Anton, Gastw., XIV. Sechshauser Str. 40, Wohn. II/1 Längenfeldg. 8. xyxy=(816,1814,1132,1850)
directory-entry: — Peter, Pens., X. Columbusg. 27—29, Stg. 2. xyxy=(816,1761,1151,1779)
directory-entry: — Eva, Handarb., XV. Kranzg. 27. xyxy=(1189,533,1437,550)
directory-entry: — Franz, Prof., XVII. Anderg. 25. T. A-29-807. xyxy=(443,248,779,265)
directory-entry: — Felix, Gutsbesitz., IX. Alserbachstr. 16. xyxy=(816,176,1122,194)
directory-entry: — Josefine, Priv., XIX. Grinzinger Allee 7, Bar. 17. xyxy=(816,1530,1153,1565)
